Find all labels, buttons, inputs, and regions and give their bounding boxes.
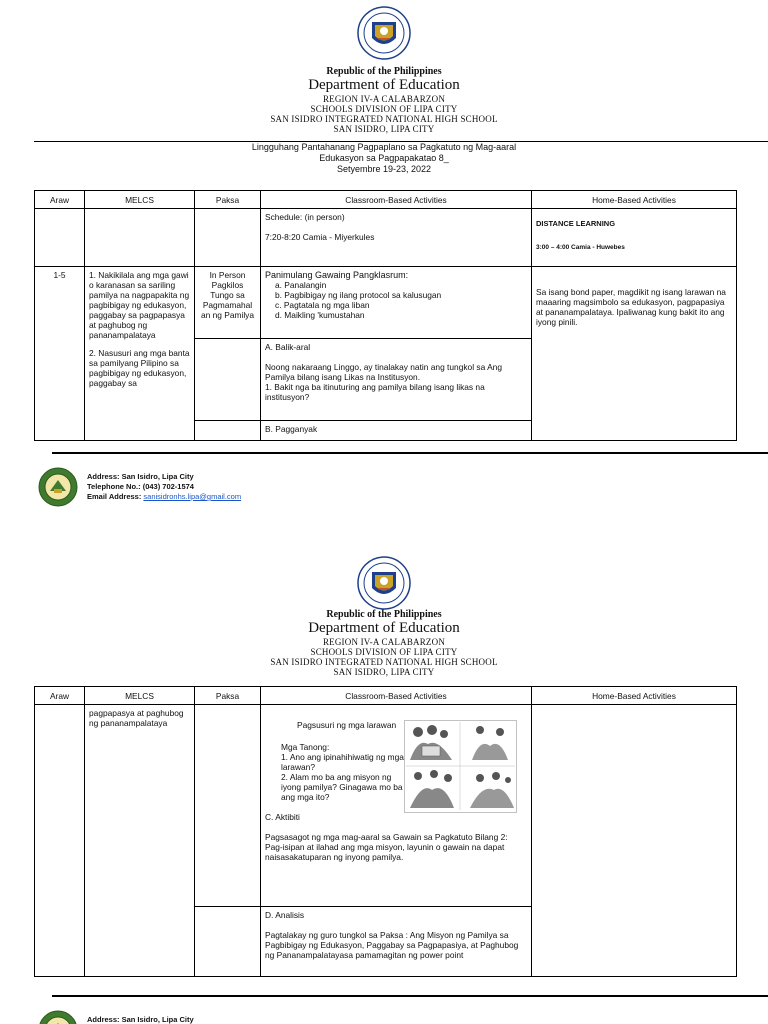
tanong-item-2: 2. Alam mo ba ang misyon ng iyong pamilya? Ginagawa mo ba ang mga ito?: [281, 772, 403, 802]
col-araw: Araw: [35, 191, 85, 209]
home-activity-cell: [532, 705, 737, 977]
list-item: b. Pagbibigay ng ilang protocol sa kalusugan: [275, 290, 442, 300]
deped-seal-icon: [357, 6, 411, 60]
distance-time: 3:00 – 4:00 Camia - Huwebes: [536, 244, 625, 251]
document-page-2: [0, 540, 768, 1024]
region-text: REGION IV-A CALABARZON: [322, 94, 446, 104]
footer-address: Address: San Isidro, Lipa City: [87, 1015, 194, 1024]
school-logo-icon: [38, 1010, 78, 1024]
footer-email-link[interactable]: sanisidronhs.lipa@gmail.com: [143, 492, 242, 501]
lesson-table-2: [34, 686, 737, 977]
list-item: a. Panalangin: [275, 280, 327, 290]
republic-text: Republic of the Philippines: [326, 609, 442, 620]
school-name: SAN ISIDRO INTEGRATED NATIONAL HIGH SCHOOL: [270, 657, 498, 667]
footer-rule: [52, 452, 768, 454]
col-araw: Araw: [35, 687, 85, 705]
plan-title: Lingguhang Pantahanang Pagpaplano sa Pagkatuto ng Mag-aaral: [251, 142, 517, 152]
tanong-item-1: 1. Ano ang ipinahihiwatig ng mga larawan?: [281, 752, 404, 772]
tanong-title: Mga Tanong:: [281, 742, 330, 752]
deped-seal-icon: [357, 556, 411, 610]
lesson-table-1: [34, 190, 737, 441]
analisis-title: D. Analisis: [265, 910, 305, 920]
school-logo-icon: [38, 467, 78, 507]
footer-telephone: Telephone No.: (043) 702-1574: [87, 482, 194, 491]
col-classroom: Classroom-Based Activities: [261, 191, 532, 209]
panimula-title: Panimulang Gawaing Pangklasrum:: [265, 270, 409, 280]
col-melcs: MELCS: [85, 687, 195, 705]
footer-contact: [87, 1015, 194, 1024]
footer-address: Address: San Isidro, Lipa City: [87, 472, 194, 481]
pagsusuri-title: Pagsusuri ng mga larawan: [297, 720, 397, 730]
col-melcs: MELCS: [85, 191, 195, 209]
distance-cell: [532, 209, 737, 267]
region-text: REGION IV-A CALABARZON: [322, 637, 446, 647]
paksa-cell: In Person Pagkilos Tungo sa Pagmamahal an ng Pamilya: [195, 267, 261, 339]
panimula-cell: [261, 267, 532, 339]
division-text: SCHOOLS DIVISION OF LIPA CITY: [310, 647, 458, 657]
schedule-label: Schedule: (in person): [265, 212, 345, 222]
analisis-cell: [261, 907, 532, 977]
plan-date: Setyembre 19-23, 2022: [336, 164, 432, 174]
col-home: Home-Based Activities: [532, 687, 737, 705]
aktibiti-text: Pagsasagot ng mga mag-aaral sa Gawain sa Pagkatuto Bilang 2: Pag-isipan at ilahad ang mga misyon, layunin o gawain na dapat naisasakatuparan ng inyong pamilya.: [265, 832, 508, 862]
republic-text: Republic of the Philippines: [326, 66, 442, 77]
family-illustration: [404, 720, 517, 813]
melcs-cell: [85, 267, 195, 441]
list-item: c. Pagtatala ng mga liban: [275, 300, 370, 310]
balik-aral-title: A. Balik-aral: [265, 342, 311, 352]
balik-aral-text: Noong nakaraang Linggo, ay tinalakay natin ang tungkol sa Ang Pamilya bilang isang Likas na Institusyon.: [265, 362, 503, 382]
home-activity-cell: Sa isang bond paper, magdikit ng isang larawan na maaaring magsimbolo sa edukasyon, pagpapasiya at pananampalataya. Ipaliwanag kung bakit ito ang iyong pinili.: [532, 267, 737, 441]
department-title: Department of Education: [308, 620, 460, 636]
school-name: SAN ISIDRO INTEGRATED NATIONAL HIGH SCHOOL: [270, 114, 498, 124]
table-row: [35, 267, 737, 339]
tanong-block: [281, 742, 411, 802]
department-title: Department of Education: [308, 77, 460, 93]
footer-rule: [52, 995, 768, 997]
balik-aral-cell: [261, 339, 532, 421]
melcs-item-1: 1. Nakikilala ang mga gawi o karanasan sa sariling pamilya na nagpapakita ng pagbibigay ng edukasyon, paggabay sa pagpapasya at paghubog ng pananampalataya: [89, 270, 190, 340]
col-paksa: Paksa: [195, 191, 261, 209]
analisis-text: Pagtalakay ng guro tungkol sa Paksa : Ang Misyon ng Pamilya sa Pagbibigay ng Edukasyon, Paggabay sa Pagpapasiya, at Paghubog ng Pananampalatayasa pamamagitan ng power point: [265, 930, 519, 960]
table-row: [35, 705, 737, 907]
col-classroom: Classroom-Based Activities: [261, 687, 532, 705]
footer-contact: [87, 472, 241, 502]
table-header-row: [35, 687, 737, 705]
melcs-item-2: 2. Nasusuri ang mga banta sa pamilyang Pilipino sa pagbibigay ng edukasyon, paggabay sa: [89, 348, 190, 388]
school-address: SAN ISIDRO, LIPA CITY: [333, 124, 435, 134]
melcs-cell: pagpapasya at paghubog ng pananampalataya: [85, 705, 195, 977]
col-home: Home-Based Activities: [532, 191, 737, 209]
schedule-time: 7:20-8:20 Camia - Miyerkules: [265, 232, 375, 242]
list-item: d. Maikling 'kumustahan: [275, 310, 365, 320]
distance-title: DISTANCE LEARNING: [536, 219, 616, 228]
table-row: [35, 209, 737, 267]
footer-email-label: Email Address:: [87, 492, 144, 501]
plan-subject: Edukasyon sa Pagpapakatao 8_: [319, 153, 449, 163]
pagganyak-cell: B. Pagganyak: [261, 421, 532, 441]
table-header-row: [35, 191, 737, 209]
col-paksa: Paksa: [195, 687, 261, 705]
araw-cell: 1-5: [35, 267, 85, 441]
schedule-cell: [261, 209, 532, 267]
division-text: SCHOOLS DIVISION OF LIPA CITY: [310, 104, 458, 114]
aktibiti-title: C. Aktibiti: [265, 812, 300, 822]
school-address: SAN ISIDRO, LIPA CITY: [333, 667, 435, 677]
balik-aral-question: 1. Bakit nga ba itinuturing ang pamilya bilang isang likas na institusyon?: [265, 382, 485, 402]
panimula-list: [275, 280, 527, 320]
